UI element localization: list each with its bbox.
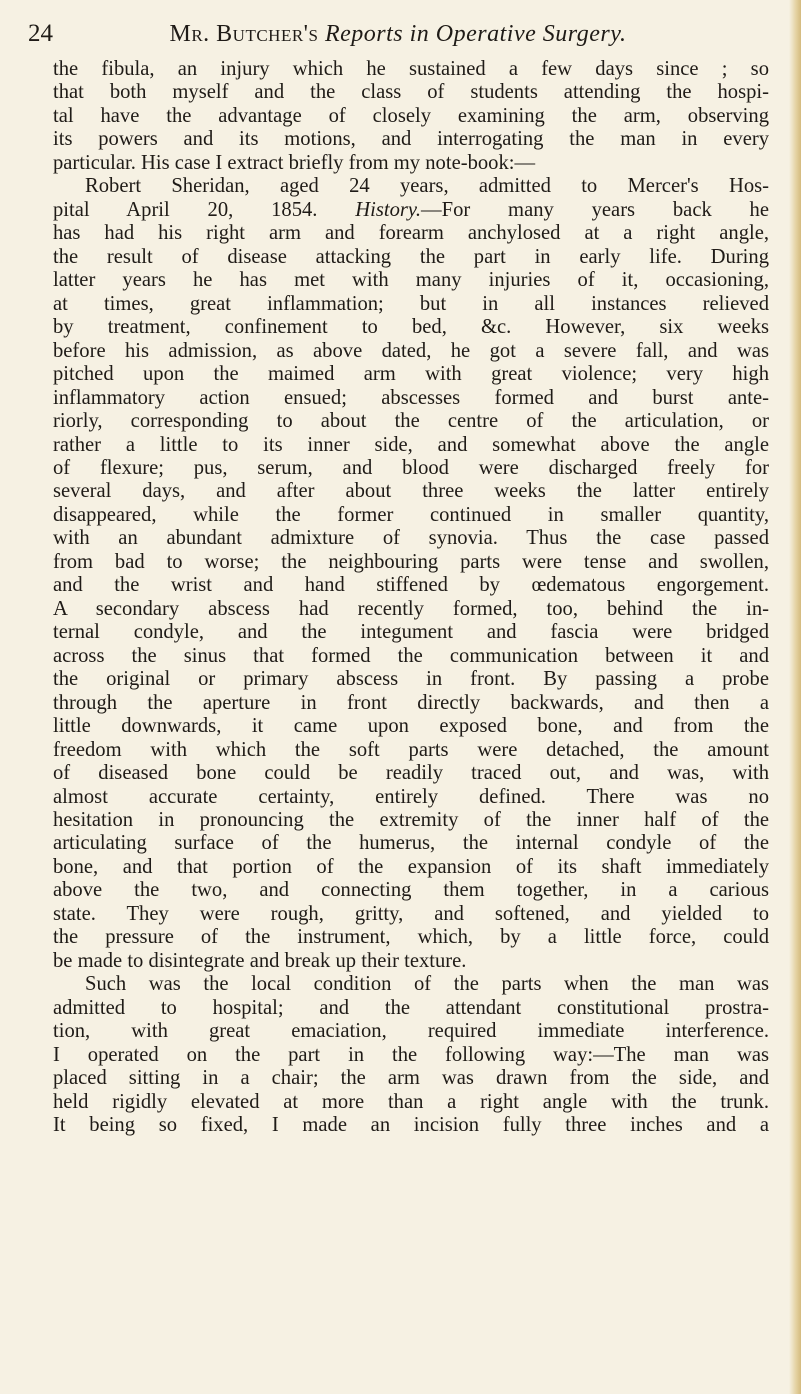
text-line: riorly, corresponding to about the centre of the articulation, or [53,410,769,433]
text-line: above the two, and connecting them together, in a carious [53,879,769,902]
text-line: rather a little to its inner side, and somewhat above the angle [53,433,769,456]
running-title-work: Reports in Operative Surgery. [324,21,627,47]
text-line: I operated on the part in the following way:—The man was [53,1043,769,1066]
text-line: with an abundant admixture of synovia. Thus the case passed [53,527,769,550]
text-line: tion, with great emaciation, required immediate interference. [53,1020,769,1043]
text-line: placed sitting in a chair; the arm was drawn from the side, and [53,1067,769,1090]
text-line: of diseased bone could be readily traced out, and was, with [53,762,769,785]
text-line: almost accurate certainty, entirely defined. There was no [53,785,769,808]
history-heading: History. [355,198,422,221]
text-line: has had his right arm and forearm anchylosed at a right angle, [53,222,769,245]
running-title [28,18,768,50]
page-edge-stain [789,0,801,1394]
text-line: the fibula, an injury which he sustained a few days since ; so [53,58,769,80]
text-line: the pressure of the instrument, which, by a little force, could [53,926,769,949]
text-line: latter years he has met with many injuries of it, occasioning, [53,269,769,292]
text-line: bone, and that portion of the expansion of its shaft immediately [53,855,769,878]
text-line: tal have the advantage of closely examining the arm, observing [53,104,769,127]
text-line: from bad to worse; the neighbouring parts were tense and swollen, [53,550,769,573]
text-line: Such was the local condition of the parts when the man was [85,973,769,996]
page-number: 24 [28,20,53,47]
text-line: admitted to hospital; and the attendant constitutional prostra- [53,996,769,1019]
text-line: pitched upon the maimed arm with great violence; very high [53,363,769,386]
text-line: its powers and its motions, and interrogating the man in every [53,128,769,151]
text-line: freedom with which the soft parts were detached, the amount [53,738,769,761]
text-line-history [53,199,769,222]
text-line: and the wrist and hand stiffened by œdematous engorgement. [53,574,769,597]
text-line: that both myself and the class of students attending the hospi- [53,81,769,104]
running-title-author: Mr. Butcher's [169,21,319,47]
text-line: A secondary abscess had recently formed, too, behind the in- [53,597,769,620]
text-line: across the sinus that formed the communication between it and [53,644,769,667]
body-text [53,58,769,1138]
text-line: state. They were rough, gritty, and softened, and yielded to [53,902,769,925]
text-line: by treatment, confinement to bed, &c. However, six weeks [53,316,769,339]
text-line: disappeared, while the former continued in smaller quantity, [53,503,769,526]
text-line: several days, and after about three weeks the latter entirely [53,480,769,503]
text-line: inflammatory action ensued; abscesses formed and burst ante- [53,386,769,409]
text-line: articulating surface of the humerus, the internal condyle of the [53,832,769,855]
text-line: ternal condyle, and the integument and fascia were bridged [53,621,769,644]
text-line: through the aperture in front directly backwards, and then a [53,691,769,714]
text-line: Robert Sheridan, aged 24 years, admitted to Mercer's Hos- [85,175,769,198]
running-head [28,18,768,52]
text-line: the original or primary abscess in front. By passing a probe [53,668,769,691]
history-before: pital April 20, 1854. [53,198,356,221]
text-line: particular. His case I extract briefly from my note-book:— [53,151,536,174]
text-line: held rigidly elevated at more than a right angle with the trunk. [53,1090,769,1113]
text-line: before his admission, as above dated, he got a severe fall, and was [53,339,769,362]
history-after: —For many years back he [421,198,769,221]
text-line: the result of disease attacking the part in early life. During [53,245,769,268]
text-line: little downwards, it came upon exposed bone, and from the [53,715,769,738]
text-line: hesitation in pronouncing the extremity of the inner half of the [53,809,769,831]
text-line: It being so fixed, I made an incision fully three inches and a [53,1114,769,1137]
text-line: at times, great inflammation; but in all instances relieved [53,292,769,315]
text-line: of flexure; pus, serum, and blood were discharged freely for [53,456,769,479]
text-line: be made to disintegrate and break up their texture. [53,949,467,972]
